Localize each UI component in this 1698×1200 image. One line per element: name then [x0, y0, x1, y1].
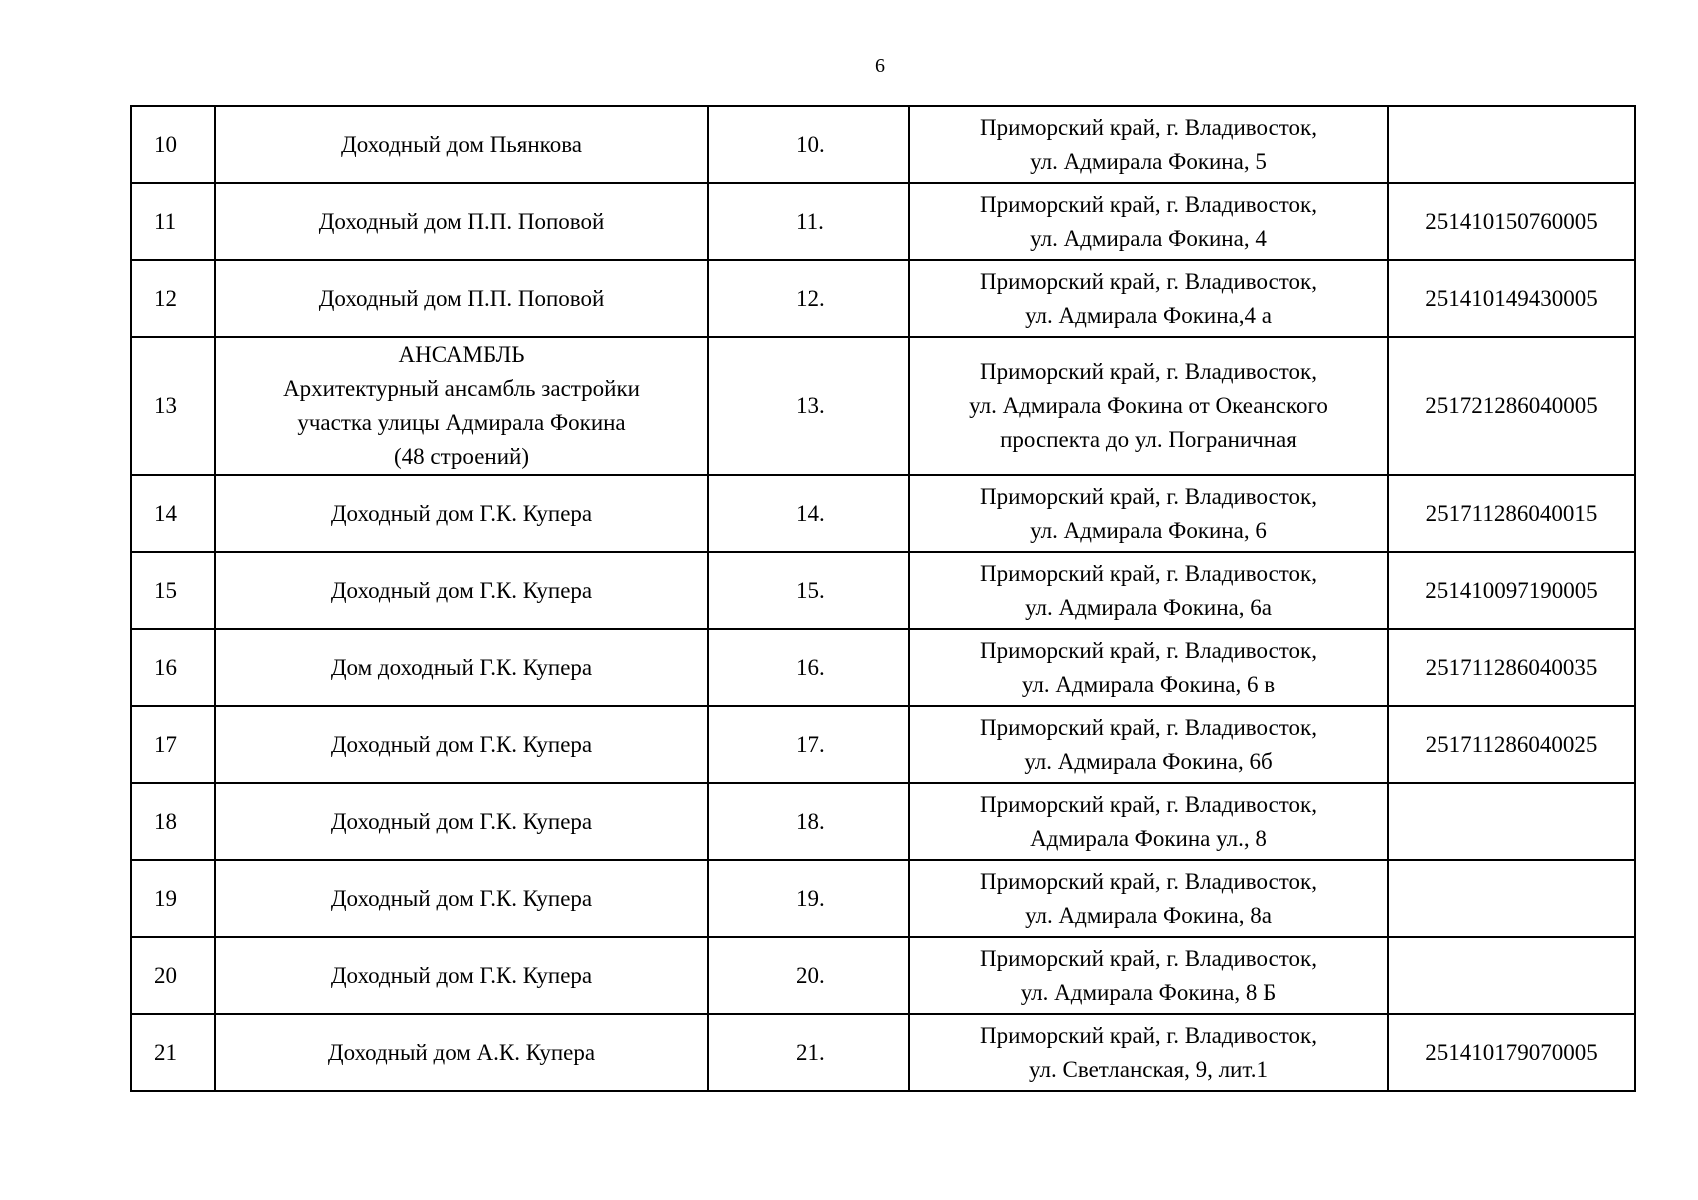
object-name-line: Доходный дом П.П. Поповой — [318, 285, 605, 311]
object-name-line: Доходный дом Г.К. Купера — [330, 500, 593, 526]
registry-code-cell — [1388, 783, 1635, 860]
register-number-cell: 18. — [708, 783, 909, 860]
table-row — [131, 1014, 1635, 1091]
address-line: ул. Адмирала Фокина, 5 — [1030, 148, 1267, 174]
object-name-line: Доходный дом П.П. Поповой — [318, 208, 605, 234]
object-name-cell — [215, 860, 708, 937]
register-number-cell: 11. — [708, 183, 909, 260]
address-cell — [909, 783, 1388, 860]
address-line: ул. Адмирала Фокина, 8 Б — [1020, 979, 1277, 1005]
row-number-cell: 11 — [131, 183, 215, 260]
address-cell — [909, 552, 1388, 629]
address-line: ул. Адмирала Фокина, 6а — [1025, 594, 1272, 620]
table-body — [131, 106, 1635, 1091]
address-line: Приморский край, г. Владивосток, — [980, 191, 1317, 217]
register-number-cell: 15. — [708, 552, 909, 629]
object-name-cell — [215, 337, 708, 475]
row-number-cell: 21 — [131, 1014, 215, 1091]
row-number-cell: 20 — [131, 937, 215, 1014]
object-name-cell — [215, 629, 708, 706]
object-name-cell — [215, 552, 708, 629]
object-name-line: Доходный дом Г.К. Купера — [330, 731, 593, 757]
registry-code-cell — [1388, 860, 1635, 937]
row-number-cell: 12 — [131, 260, 215, 337]
heritage-objects-table — [130, 105, 1636, 1092]
table-row — [131, 337, 1635, 475]
register-number-cell: 21. — [708, 1014, 909, 1091]
address-line: ул. Адмирала Фокина, 6 в — [1021, 671, 1276, 697]
object-name-line: Доходный дом А.К. Купера — [327, 1039, 596, 1065]
object-name-line: Доходный дом Г.К. Купера — [330, 885, 593, 911]
register-number-cell: 10. — [708, 106, 909, 183]
object-name-line: Архитектурный ансамбль застройки — [283, 376, 640, 401]
registry-code-cell: 251711286040025 — [1388, 706, 1635, 783]
address-line: Приморский край, г. Владивосток, — [980, 945, 1317, 971]
row-number-cell: 15 — [131, 552, 215, 629]
address-cell — [909, 183, 1388, 260]
register-number-cell: 20. — [708, 937, 909, 1014]
address-cell — [909, 337, 1388, 475]
registry-code-cell: 251711286040035 — [1388, 629, 1635, 706]
address-line: ул. Адмирала Фокина,4 а — [1025, 302, 1272, 328]
object-name-line: участка улицы Адмирала Фокина — [297, 410, 626, 435]
address-cell — [909, 260, 1388, 337]
register-number-cell: 19. — [708, 860, 909, 937]
address-line: Приморский край, г. Владивосток, — [980, 114, 1317, 140]
page-number: 6 — [875, 55, 885, 77]
object-name-line: Доходный дом Г.К. Купера — [330, 808, 593, 834]
address-line: ул. Адмирала Фокина от Океанского — [969, 393, 1328, 418]
address-line: Приморский край, г. Владивосток, — [980, 560, 1317, 586]
object-name-cell — [215, 260, 708, 337]
row-number-cell: 16 — [131, 629, 215, 706]
address-cell — [909, 475, 1388, 552]
address-line: ул. Светланская, 9, лит.1 — [1029, 1056, 1268, 1082]
table-row — [131, 183, 1635, 260]
table-row — [131, 860, 1635, 937]
table-row — [131, 629, 1635, 706]
object-name-cell — [215, 706, 708, 783]
address-line: Приморский край, г. Владивосток, — [980, 1022, 1317, 1048]
table-row — [131, 552, 1635, 629]
registry-code-cell — [1388, 937, 1635, 1014]
address-line: Приморский край, г. Владивосток, — [980, 791, 1317, 817]
row-number-cell: 17 — [131, 706, 215, 783]
table-row — [131, 706, 1635, 783]
address-line: Приморский край, г. Владивосток, — [980, 483, 1317, 509]
table-row — [131, 937, 1635, 1014]
registry-code-cell: 251410179070005 — [1388, 1014, 1635, 1091]
register-number-cell: 17. — [708, 706, 909, 783]
address-line: Приморский край, г. Владивосток, — [980, 359, 1317, 384]
register-number-cell: 14. — [708, 475, 909, 552]
registry-code-cell: 251410149430005 — [1388, 260, 1635, 337]
registry-code-cell: 251410097190005 — [1388, 552, 1635, 629]
address-line: проспекта до ул. Пограничная — [1000, 427, 1297, 452]
address-line: ул. Адмирала Фокина, 6б — [1024, 748, 1273, 774]
address-line: Приморский край, г. Владивосток, — [980, 868, 1317, 894]
address-line: Приморский край, г. Владивосток, — [980, 268, 1317, 294]
object-name-cell — [215, 106, 708, 183]
object-name-cell — [215, 183, 708, 260]
object-name-line: Доходный дом Пьянкова — [341, 131, 582, 157]
registry-code-cell: 251711286040015 — [1388, 475, 1635, 552]
registry-code-cell: 251721286040005 — [1388, 337, 1635, 475]
register-number-cell: 13. — [708, 337, 909, 475]
address-line: ул. Адмирала Фокина, 4 — [1030, 225, 1267, 251]
row-number-cell: 10 — [131, 106, 215, 183]
address-cell — [909, 706, 1388, 783]
object-name-line: (48 строений) — [393, 444, 530, 469]
object-name-cell — [215, 783, 708, 860]
object-name-line: Доходный дом Г.К. Купера — [330, 962, 593, 988]
registry-code-cell — [1388, 106, 1635, 183]
row-number-cell: 14 — [131, 475, 215, 552]
address-line: ул. Адмирала Фокина, 6 — [1030, 517, 1267, 543]
object-name-cell — [215, 937, 708, 1014]
address-line: Адмирала Фокина ул., 8 — [1030, 825, 1267, 851]
table-row — [131, 475, 1635, 552]
registry-code-cell: 251410150760005 — [1388, 183, 1635, 260]
address-line: Приморский край, г. Владивосток, — [980, 637, 1317, 663]
register-number-cell: 16. — [708, 629, 909, 706]
table-row — [131, 106, 1635, 183]
table-row — [131, 260, 1635, 337]
address-line: Приморский край, г. Владивосток, — [980, 714, 1317, 740]
object-name-line: АНСАМБЛЬ — [398, 342, 525, 367]
address-line: ул. Адмирала Фокина, 8а — [1025, 902, 1272, 928]
row-number-cell: 13 — [131, 337, 215, 475]
row-number-cell: 18 — [131, 783, 215, 860]
address-cell — [909, 106, 1388, 183]
address-cell — [909, 1014, 1388, 1091]
address-cell — [909, 629, 1388, 706]
row-number-cell: 19 — [131, 860, 215, 937]
register-number-cell: 12. — [708, 260, 909, 337]
table-row — [131, 783, 1635, 860]
address-cell — [909, 860, 1388, 937]
object-name-cell — [215, 475, 708, 552]
object-name-line: Дом доходный Г.К. Купера — [330, 654, 593, 680]
object-name-cell — [215, 1014, 708, 1091]
object-name-line: Доходный дом Г.К. Купера — [330, 577, 593, 603]
address-cell — [909, 937, 1388, 1014]
